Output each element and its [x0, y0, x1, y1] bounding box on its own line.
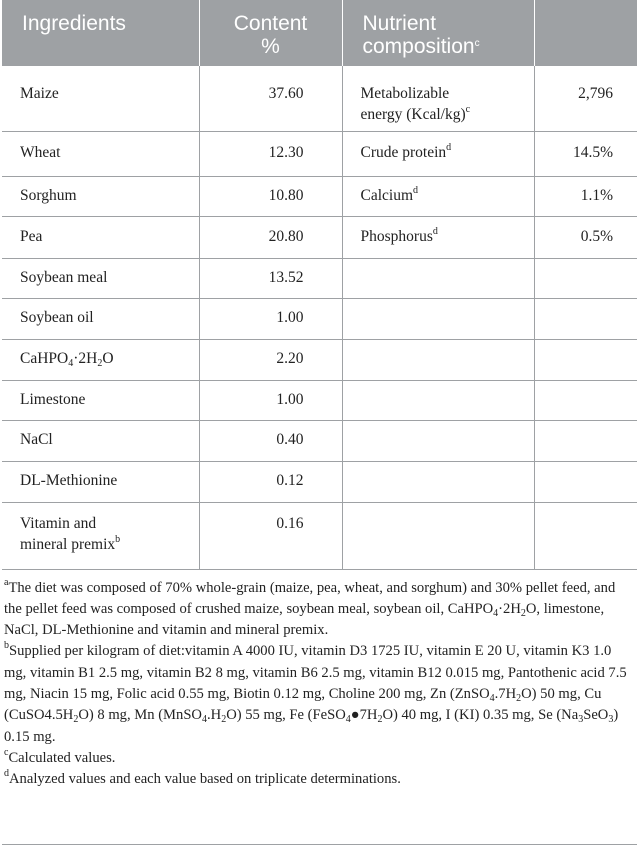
content-cell: 12.30: [199, 131, 342, 176]
header-ingredients-label: Ingredients: [22, 12, 126, 35]
ingredient-cell: DL-Methionine: [2, 461, 199, 502]
header-nutrient-label-line1: Nutrient: [362, 12, 437, 35]
ingredient-cell: Limestone: [2, 380, 199, 420]
content-cell: 2.20: [199, 339, 342, 380]
nutrient-cell: Phosphorus$^d$: [342, 216, 534, 258]
table-row: [2, 258, 637, 298]
table-row: [2, 461, 637, 502]
footnote-d: $^d$Analyzed values and each value based on triplicate determinations.: [4, 768, 401, 788]
nutrient-value-cell: 0.5%: [534, 216, 637, 258]
ingredient-cell: Wheat: [2, 131, 199, 176]
nutrient-value-cell: 14.5%: [534, 131, 637, 176]
table-row: [2, 298, 637, 339]
nutrient-cell: Calcium$^d$: [342, 176, 534, 216]
ingredient-cell: Pea: [2, 216, 199, 258]
header-content: [199, 0, 342, 66]
table-footnotes: [2, 570, 637, 791]
nutrient-value-cell: [534, 502, 637, 569]
content-cell: 1.00: [199, 298, 342, 339]
footnote-a: $^a$The diet was composed of 70% whole-grain (maize, pea, wheat, and sorghum) and 30% pellet feed, and the pellet feed was composed of crushed maize, soybean meal, soybean oil, $CaHPO_4\cdot 2H_2O$, limestone, NaCl, DL-Methionine and vitamin and mineral premix.: [4, 576, 616, 639]
content-cell: 10.80: [199, 176, 342, 216]
table-row: [2, 502, 637, 569]
header-nutrient-label-line2: composition: [362, 35, 475, 58]
table-row: [2, 66, 637, 131]
content-cell: 13.52: [199, 258, 342, 298]
content-cell: 0.12: [199, 461, 342, 502]
bottom-rule: [2, 844, 637, 845]
nutrient-value-cell: [534, 420, 637, 461]
content-cell: 20.80: [199, 216, 342, 258]
diet-composition-table: [2, 0, 637, 570]
nutrient-value-cell: [534, 339, 637, 380]
nutrient-cell: Crude protein$^d$: [342, 131, 534, 176]
footnote-c: $^c$Calculated values.: [4, 746, 116, 766]
nutrient-value-cell: [534, 258, 637, 298]
ingredient-cell: Soybean meal: [2, 258, 199, 298]
nutrient-cell: [342, 298, 534, 339]
content-cell: 0.40: [199, 420, 342, 461]
nutrient-value-cell: 2,796: [534, 66, 637, 131]
nutrient-cell: [342, 339, 534, 380]
table-row: [2, 176, 637, 216]
header-content-label: Content: [233, 12, 308, 35]
content-cell: 1.00: [199, 380, 342, 420]
table-row: [2, 420, 637, 461]
diet-composition-table-container: [2, 0, 637, 790]
nutrient-cell: [342, 502, 534, 569]
table-row: [2, 131, 637, 176]
content-cell: 0.16: [199, 502, 342, 569]
ingredient-cell: Maize: [2, 66, 199, 131]
header-nutrient-composition: [342, 0, 534, 66]
nutrient-cell: [342, 420, 534, 461]
header-ingredients: [2, 0, 199, 66]
nutrient-cell: [342, 380, 534, 420]
footnote-b: $^b$Supplied per kilogram of diet:vitamin A 4000 IU, vitamin D3 1725 IU, vitamin E 20 U, vitamin K3 1.0 mg, vitamin B1 2.5 mg, vitamin B2 8 mg, vitamin B6 2.5 mg, vitamin B12 0.015 mg, Pantothenic acid 7.5 mg, Niacin 15 mg, Folic acid 0.55 mg, Biotin 0.12 mg, Choline 200 mg, Zn $(ZnSO_4.7H_2O)$ 50 mg, Cu $(CuSO4.5H_2O)$ 8 mg, Mn $(MnSO_4.H_2O)$ 55 mg, Fe $(FeSO_4●7H_2O)$ 40 mg, I (KI) 0.35 mg, Se $(Na_3SeO_3)$ 0.15 mg.: [4, 640, 627, 745]
ingredient-cell: Vitamin and mineral premix$^b$: [2, 502, 199, 569]
ingredient-cell: Soybean oil: [2, 298, 199, 339]
table-row: [2, 339, 637, 380]
ingredient-cell: NaCl: [2, 420, 199, 461]
nutrient-value-cell: [534, 380, 637, 420]
header-content-unit: %: [261, 35, 280, 58]
header-nutrient-footnote-marker: c: [474, 38, 480, 49]
nutrient-value-cell: [534, 298, 637, 339]
table-row: [2, 216, 637, 258]
content-cell: 37.60: [199, 66, 342, 131]
nutrient-cell: [342, 461, 534, 502]
nutrient-cell: [342, 258, 534, 298]
header-value: [534, 0, 637, 66]
ingredient-cell: $CaHPO_4\cdot 2H_2O$: [2, 339, 199, 380]
ingredient-cell: Sorghum: [2, 176, 199, 216]
nutrient-cell: Metabolizable energy (Kcal/kg)$^c$: [342, 66, 534, 131]
table-row: [2, 380, 637, 420]
table-header-row: [2, 0, 637, 66]
nutrient-value-cell: [534, 461, 637, 502]
nutrient-value-cell: 1.1%: [534, 176, 637, 216]
